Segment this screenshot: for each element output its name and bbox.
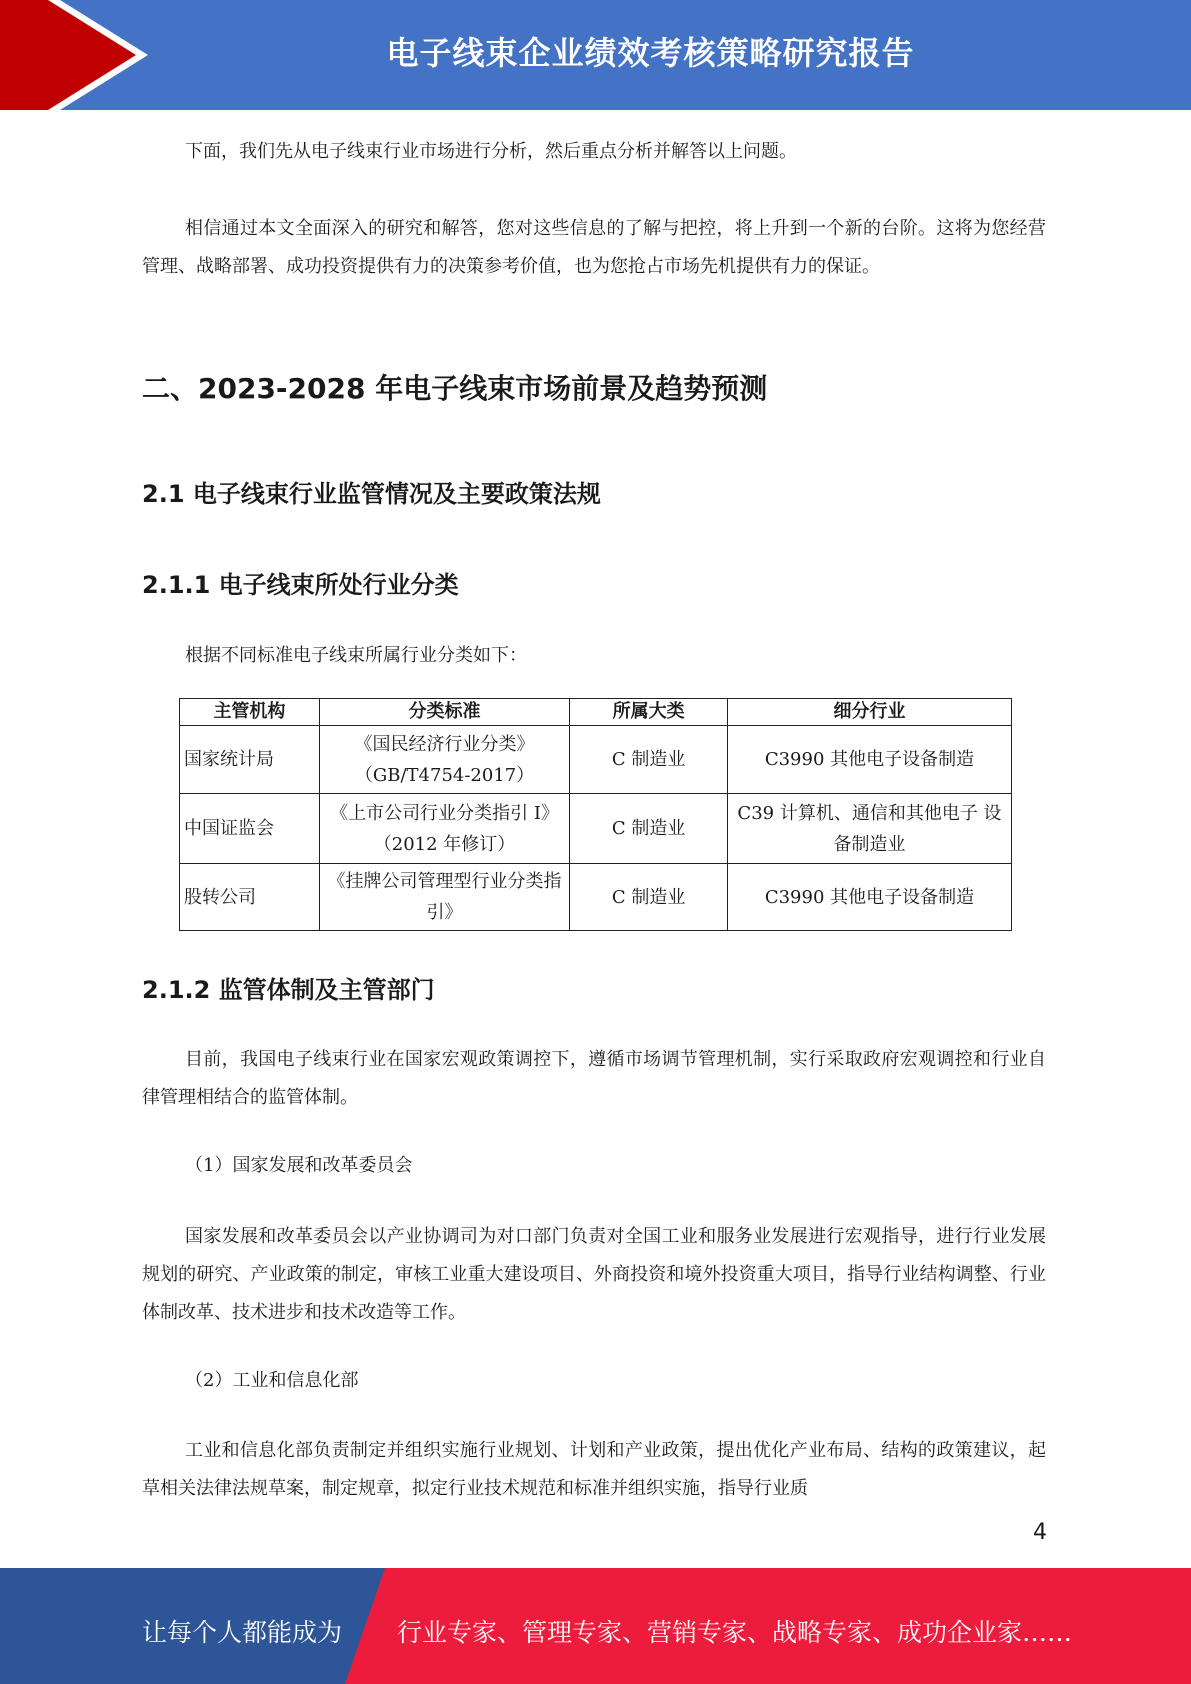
table-header-row bbox=[180, 699, 1012, 726]
list-item-ndrc: （1）国家发展和改革委员会 bbox=[185, 1155, 413, 1176]
table-cell-category: C 制造业 bbox=[570, 726, 728, 794]
table-cell-subindustry: C3990 其他电子设备制造 bbox=[727, 864, 1011, 931]
table-cell-subindustry: C3990 其他电子设备制造 bbox=[727, 726, 1011, 794]
table-cell-authority: 股转公司 bbox=[180, 864, 320, 931]
subsection-heading: 2.1 电子线束行业监管情况及主要政策法规 bbox=[142, 480, 601, 508]
table-cell-standard: 《挂牌公司管理型行业分类指引》 bbox=[319, 864, 569, 931]
intro-paragraph-2: 相信通过本文全面深入的研究和解答，您对这些信息的了解与把控，将上升到一个新的台阶。这将为您经营管理、战略部署、成功投资提供有力的决策参考价值，也为您抢占市场先机提供有力的保证。 bbox=[142, 218, 1046, 277]
body-paragraph: 国家发展和改革委员会以产业协调司为对口部门负责对全国工业和服务业发展进行宏观指导，进行行业发展规划的研究、产业政策的制定，审核工业重大建设项目、外商投资和境外投资重大项目，指导行业结构调整、行业体制改革、技术进步和技术改造等工作。 bbox=[142, 1226, 1046, 1323]
table-row bbox=[180, 726, 1012, 794]
intro-paragraph: 下面，我们先从电子线束行业市场进行分析，然后重点分析并解答以上问题。 bbox=[185, 141, 797, 162]
footer-slogan-left: 让每个人都能成为 bbox=[142, 1618, 343, 1647]
industry-classification-table bbox=[179, 698, 1012, 931]
subsubsection-heading-classification: 2.1.1 电子线束所处行业分类 bbox=[142, 571, 459, 599]
section-heading: 二、2023-2028 年电子线束市场前景及趋势预测 bbox=[142, 372, 768, 405]
table-header-cell: 主管机构 bbox=[180, 699, 320, 726]
table-row bbox=[180, 794, 1012, 864]
table-cell-authority: 国家统计局 bbox=[180, 726, 320, 794]
table-cell-subindustry: C39 计算机、通信和其他电子 设备制造业 bbox=[727, 794, 1011, 864]
chevron-decoration bbox=[0, 0, 160, 110]
page-number: 4 bbox=[1033, 1520, 1047, 1545]
list-item-miit: （2）工业和信息化部 bbox=[185, 1370, 359, 1391]
subsubsection-heading-regulation: 2.1.2 监管体制及主管部门 bbox=[142, 976, 435, 1004]
page-header bbox=[0, 0, 1191, 110]
table-row bbox=[180, 864, 1012, 931]
table-cell-category: C 制造业 bbox=[570, 864, 728, 931]
body-paragraph: 目前，我国电子线束行业在国家宏观政策调控下，遵循市场调节管理机制，实行采取政府宏观调控和行业自律管理相结合的监管体制。 bbox=[142, 1049, 1046, 1108]
table-cell-standard: 《国民经济行业分类》（GB/T4754-2017） bbox=[319, 726, 569, 794]
table-intro: 根据不同标准电子线束所属行业分类如下： bbox=[185, 645, 527, 666]
report-title: 电子线束企业绩效考核策略研究报告 bbox=[386, 34, 915, 72]
body-paragraph: 工业和信息化部负责制定并组织实施行业规划、计划和产业政策，提出优化产业布局、结构的政策建议，起草相关法律法规草案，制定规章，拟定行业技术规范和标准并组织实施，指导行业质 bbox=[142, 1440, 1046, 1499]
table-header-cell: 细分行业 bbox=[727, 699, 1011, 726]
table-cell-standard: 《上市公司行业分类指引 I》（2012 年修订） bbox=[319, 794, 569, 864]
table-cell-authority: 中国证监会 bbox=[180, 794, 320, 864]
page-footer bbox=[0, 1568, 1191, 1684]
table-header-cell: 分类标准 bbox=[319, 699, 569, 726]
footer-slogan-right: 行业专家、管理专家、营销专家、战略专家、成功企业家…… bbox=[397, 1618, 1073, 1647]
table-header-cell: 所属大类 bbox=[570, 699, 728, 726]
table-cell-category: C 制造业 bbox=[570, 794, 728, 864]
